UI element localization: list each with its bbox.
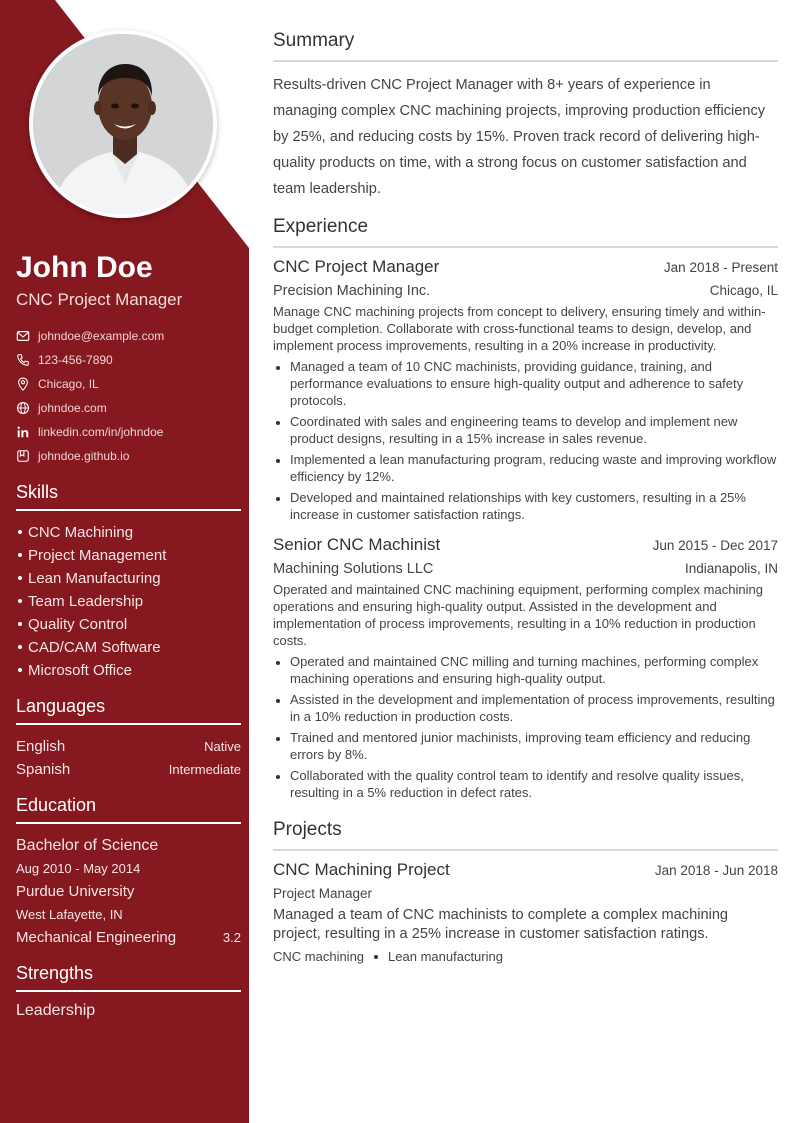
contact-github-text: johndoe.github.io [38,449,130,463]
job-entry [273,257,778,523]
job-subheader [273,277,778,299]
bullet-dot-icon [18,576,22,580]
bullet-dot-icon [18,622,22,626]
person-portrait-icon [33,34,213,214]
contact-github[interactable] [16,444,241,468]
bullet-dot-icon [18,668,22,672]
list-item: Developed and maintained relationships with key customers, resulting in a 25% increase in customer satisfaction ratings. [273,489,778,523]
job-title: CNC Project Manager [273,257,440,276]
list-item: Assisted in the development and implementation of process improvements, resulting in a 10% reduction in production costs. [273,691,778,725]
sidebar-content [16,250,241,1020]
skill-item: Project Management [16,544,241,567]
contact-list [16,324,241,468]
languages-list [16,735,241,781]
language-name: Spanish [16,761,71,778]
education-school: Purdue University [16,883,135,900]
list-item: Coordinated with sales and engineering teams to develop and implement new product designs, resulting in a 15% increase in sales revenue. [273,413,778,447]
linkedin-icon [16,425,30,439]
job-subheader [273,555,778,577]
strength-item: Leadership [16,1002,96,1019]
contact-location-text: Chicago, IL [38,377,99,391]
education-gpa: 3.2 [222,930,241,945]
github-icon [16,449,30,463]
bullet-dot-icon [18,530,22,534]
strengths-heading: Strengths [16,963,241,992]
keyword: CNC machining [273,949,365,964]
list-item: Implemented a lean manufacturing program, reducing waste and improving workflow efficiency by 12%. [273,451,778,485]
job-location: Indianapolis, IN [684,561,778,576]
education-field-row [16,926,241,949]
main-content [273,30,778,964]
language-level: Native [204,739,241,754]
languages-heading: Languages [16,696,241,725]
contact-linkedin-text: linkedin.com/in/johndoe [38,425,164,439]
project-name: CNC Machining Project [273,860,450,879]
contact-linkedin[interactable] [16,420,241,444]
project-role: Project Manager [273,886,373,901]
summary-heading: Summary [273,30,778,62]
job-bullets [273,653,778,801]
job-description: Manage CNC machining projects from concept to delivery, ensuring timely and within-budget completion. Collaborate with cross-functional teams to design, develop, and implement process improvements, resulting in a 20% increase in productivity. [273,304,766,353]
language-item [16,758,241,781]
projects-heading: Projects [273,819,778,851]
list-item: Collaborated with the quality control team to identify and resolve quality issues, resulting in a 5% reduction in defect rates. [273,767,778,801]
job-location: Chicago, IL [709,283,778,298]
location-icon [16,377,30,391]
job-description: Operated and maintained CNC machining equipment, performing complex machining operations and ensuring high-quality output. Assisted in the development and implementation of process improvements, resulting in a 10% reduction in production costs. [273,582,763,648]
job-company: Machining Solutions LLC [273,561,434,577]
skill-item: Microsoft Office [16,659,241,682]
job-header [273,257,778,277]
candidate-title: CNC Project Manager [16,290,183,309]
mail-icon [16,329,30,343]
education-entry [16,834,241,949]
education-dates: Aug 2010 - May 2014 [16,861,141,876]
job-company: Precision Machining Inc. [273,283,431,299]
language-level: Intermediate [168,762,241,777]
contact-location [16,372,241,396]
contact-website-text: johndoe.com [38,401,107,415]
skills-heading: Skills [16,482,241,511]
summary-text: Results-driven CNC Project Manager with 8+ years of experience in managing complex CNC machining projects, improving production efficiency by 25%, and reducing costs by 15%. Proven track record of delivering high-quality products on time, with a strong focus on customer satisfaction and team leadership. [273,77,766,197]
job-title: Senior CNC Machinist [273,535,441,554]
phone-icon [16,353,30,367]
bullet-dot-icon [18,553,22,557]
candidate-name: John Doe [16,251,153,284]
contact-phone[interactable] [16,348,241,372]
sidebar [0,0,249,1123]
contact-phone-text: 123-456-7890 [38,353,113,367]
skill-item: Team Leadership [16,590,241,613]
skill-item: CNC Machining [16,521,241,544]
contact-website[interactable] [16,396,241,420]
project-entry [273,860,778,964]
education-field: Mechanical Engineering [16,929,177,946]
list-item: Managed a team of 10 CNC machinists, providing guidance, training, and performance evaluations to ensure high-quality output and adherence to safety protocols. [273,358,778,409]
project-dates: Jan 2018 - Jun 2018 [654,863,778,878]
globe-icon [16,401,30,415]
experience-heading: Experience [273,216,778,248]
job-dates: Jan 2018 - Present [663,260,778,275]
education-degree: Bachelor of Science [16,837,159,854]
job-dates: Jun 2015 - Dec 2017 [652,538,778,553]
skill-item: Quality Control [16,613,241,636]
profile-photo-frame [29,30,217,218]
profile-photo [33,34,213,214]
bullet-dot-icon [18,599,22,603]
job-bullets [273,358,778,523]
language-name: English [16,738,66,755]
skill-item: Lean Manufacturing [16,567,241,590]
language-item [16,735,241,758]
job-header [273,535,778,555]
project-description: Managed a team of CNC machinists to complete a complex machining project, resulting in a 25% increase in customer satisfaction ratings. [273,907,729,942]
bullet-dot-icon [18,645,22,649]
skill-item: CAD/CAM Software [16,636,241,659]
job-entry [273,535,778,801]
skills-list [16,521,241,682]
bullet-dot-icon [374,955,378,959]
contact-email-text: johndoe@example.com [38,329,165,343]
list-item: Trained and mentored junior machinists, improving team efficiency and reducing errors by 8%. [273,729,778,763]
project-keywords [273,949,778,964]
project-header [273,860,778,880]
education-heading: Education [16,795,241,824]
list-item: Operated and maintained CNC milling and turning machines, performing complex machining operations and ensuring high-quality output. [273,653,778,687]
keyword: Lean manufacturing [388,949,503,964]
education-location: West Lafayette, IN [16,907,123,922]
contact-email[interactable] [16,324,241,348]
